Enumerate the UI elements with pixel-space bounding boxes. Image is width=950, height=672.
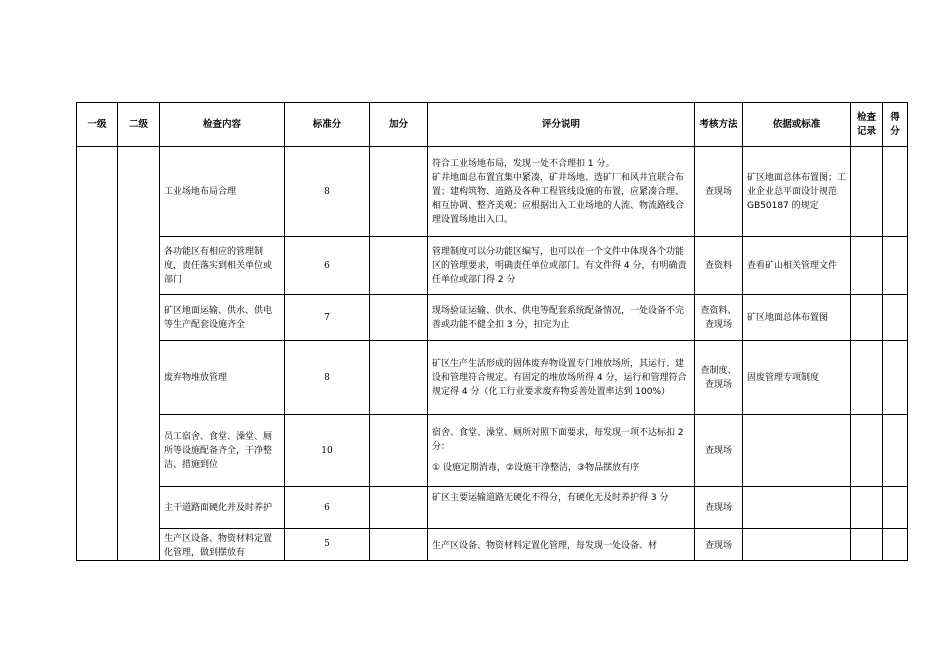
content-cell: 员工宿舍、食堂、澡堂、厕所等设施配备齐全，干净整洁、措施到位 bbox=[160, 415, 285, 487]
basis-cell: 查看矿山相关管理文件 bbox=[743, 237, 851, 295]
explain-text: 矿区生产生活形成的固体废弃物设置专门堆放场所，其运行、建设和管理符合规定。有固定的堆放场所得 4 分，运行和管理符合规定得 4 分（化工行业要求废弃物妥善处置率达到 100%） bbox=[432, 358, 687, 397]
result-cell bbox=[883, 487, 908, 529]
score-cell: 8 bbox=[285, 147, 370, 237]
header-bonus: 加分 bbox=[370, 103, 428, 147]
basis-cell: 固废管理专项制度 bbox=[743, 341, 851, 415]
bonus-cell bbox=[370, 341, 428, 415]
result-cell bbox=[883, 295, 908, 341]
bonus-cell bbox=[370, 147, 428, 237]
header-explain: 评分说明 bbox=[428, 103, 695, 147]
content-cell: 矿区地面运输、供水、供电等生产配套设施齐全 bbox=[160, 295, 285, 341]
explain-cell bbox=[428, 295, 695, 341]
method-cell: 查现场 bbox=[695, 415, 743, 487]
score-cell: 10 bbox=[285, 415, 370, 487]
content-cell: 各功能区有相应的管理制度，责任落实到相关单位或部门 bbox=[160, 237, 285, 295]
record-cell bbox=[851, 487, 883, 529]
basis-cell: 矿区地面总体布置图；工业企业总平面设计规范 GB50187 的规定 bbox=[743, 147, 851, 237]
method-cell: 查现场 bbox=[695, 529, 743, 561]
result-cell bbox=[883, 147, 908, 237]
explain-cell bbox=[428, 341, 695, 415]
basis-cell bbox=[743, 487, 851, 529]
method-cell: 查资料、查现场 bbox=[695, 295, 743, 341]
score-cell: 7 bbox=[285, 295, 370, 341]
header-row bbox=[77, 103, 908, 147]
explain-text: ① 设施定期消毒，②设施干净整洁，③物品摆放有序 bbox=[432, 463, 640, 473]
basis-cell bbox=[743, 415, 851, 487]
table-row bbox=[77, 147, 908, 237]
header-result: 得分 bbox=[883, 103, 908, 147]
bonus-cell bbox=[370, 415, 428, 487]
header-method: 考核方法 bbox=[695, 103, 743, 147]
result-cell bbox=[883, 237, 908, 295]
table-row bbox=[77, 341, 908, 415]
explain-text: 管理制度可以分功能区编写，也可以在一个文件中体现各个功能区的管理要求，明确责任单位或部门。有文件得 4 分，有明确责任单位或部门得 2 分 bbox=[432, 246, 687, 285]
explain-cell bbox=[428, 147, 695, 237]
explain-text: 矿区主要运输道路无硬化不得分，有硬化无及时养护得 3 分 bbox=[432, 493, 669, 503]
header-level2: 二级 bbox=[118, 103, 160, 147]
bonus-cell bbox=[370, 529, 428, 561]
level1-cell bbox=[77, 147, 118, 561]
result-cell bbox=[883, 529, 908, 561]
header-level1: 一级 bbox=[77, 103, 118, 147]
explain-text: 矿井地面总布置宜集中紧凑，矿井场地、选矿厂和风井宜联合布置；建构筑物、道路及各种工程管线设施的布置，应紧凑合理、相互协调、整齐美观；应根据出入工业场地的人流、物流路线合理设置场地出入口。 bbox=[432, 172, 685, 225]
content-cell: 废弃物堆放管理 bbox=[160, 341, 285, 415]
method-cell: 查制度、查现场 bbox=[695, 341, 743, 415]
level2-cell bbox=[118, 147, 160, 561]
table-row bbox=[77, 529, 908, 561]
explain-text: 现场验证运输、供水、供电等配套系统配备情况，一处设备不完善或功能不健全扣 3 分，扣完为止 bbox=[432, 305, 685, 330]
record-cell bbox=[851, 237, 883, 295]
explain-text: 符合工业场地布局，发现一处不合理扣 1 分。 bbox=[432, 158, 615, 169]
table-row bbox=[77, 487, 908, 529]
explain-cell bbox=[428, 487, 695, 529]
content-cell: 主干道路面硬化并及时养护 bbox=[160, 487, 285, 529]
explain-cell bbox=[428, 415, 695, 487]
table-row bbox=[77, 295, 908, 341]
content-cell: 生产区设备、物资材料定置化管理，做到摆放有 bbox=[160, 529, 285, 561]
header-basis: 依据或标准 bbox=[743, 103, 851, 147]
record-cell bbox=[851, 341, 883, 415]
explain-text: 宿舍、食堂、澡堂、厕所对照下面要求，每发现一项不达标扣 2 分： bbox=[432, 428, 684, 452]
bonus-cell bbox=[370, 295, 428, 341]
basis-cell: 矿区地面总体布置图 bbox=[743, 295, 851, 341]
score-cell: 8 bbox=[285, 341, 370, 415]
basis-cell bbox=[743, 529, 851, 561]
score-cell: 6 bbox=[285, 487, 370, 529]
content-cell: 工业场地布局合理 bbox=[160, 147, 285, 237]
header-record: 检查记录 bbox=[851, 103, 883, 147]
method-cell: 查现场 bbox=[695, 147, 743, 237]
record-cell bbox=[851, 295, 883, 341]
record-cell bbox=[851, 529, 883, 561]
table-row bbox=[77, 415, 908, 487]
record-cell bbox=[851, 147, 883, 237]
result-cell bbox=[883, 415, 908, 487]
result-cell bbox=[883, 341, 908, 415]
method-cell: 查现场 bbox=[695, 487, 743, 529]
table-row bbox=[77, 237, 908, 295]
header-content: 检查内容 bbox=[160, 103, 285, 147]
bonus-cell bbox=[370, 487, 428, 529]
score-cell: 5 bbox=[285, 529, 370, 561]
method-cell: 查资料 bbox=[695, 237, 743, 295]
header-score: 标准分 bbox=[285, 103, 370, 147]
explain-text: 生产区设备、物资材料定置化管理，每发现一处设备、材 bbox=[432, 541, 658, 551]
record-cell bbox=[851, 415, 883, 487]
inspection-table bbox=[76, 102, 908, 561]
explain-cell bbox=[428, 529, 695, 561]
explain-cell bbox=[428, 237, 695, 295]
score-cell: 6 bbox=[285, 237, 370, 295]
bonus-cell bbox=[370, 237, 428, 295]
